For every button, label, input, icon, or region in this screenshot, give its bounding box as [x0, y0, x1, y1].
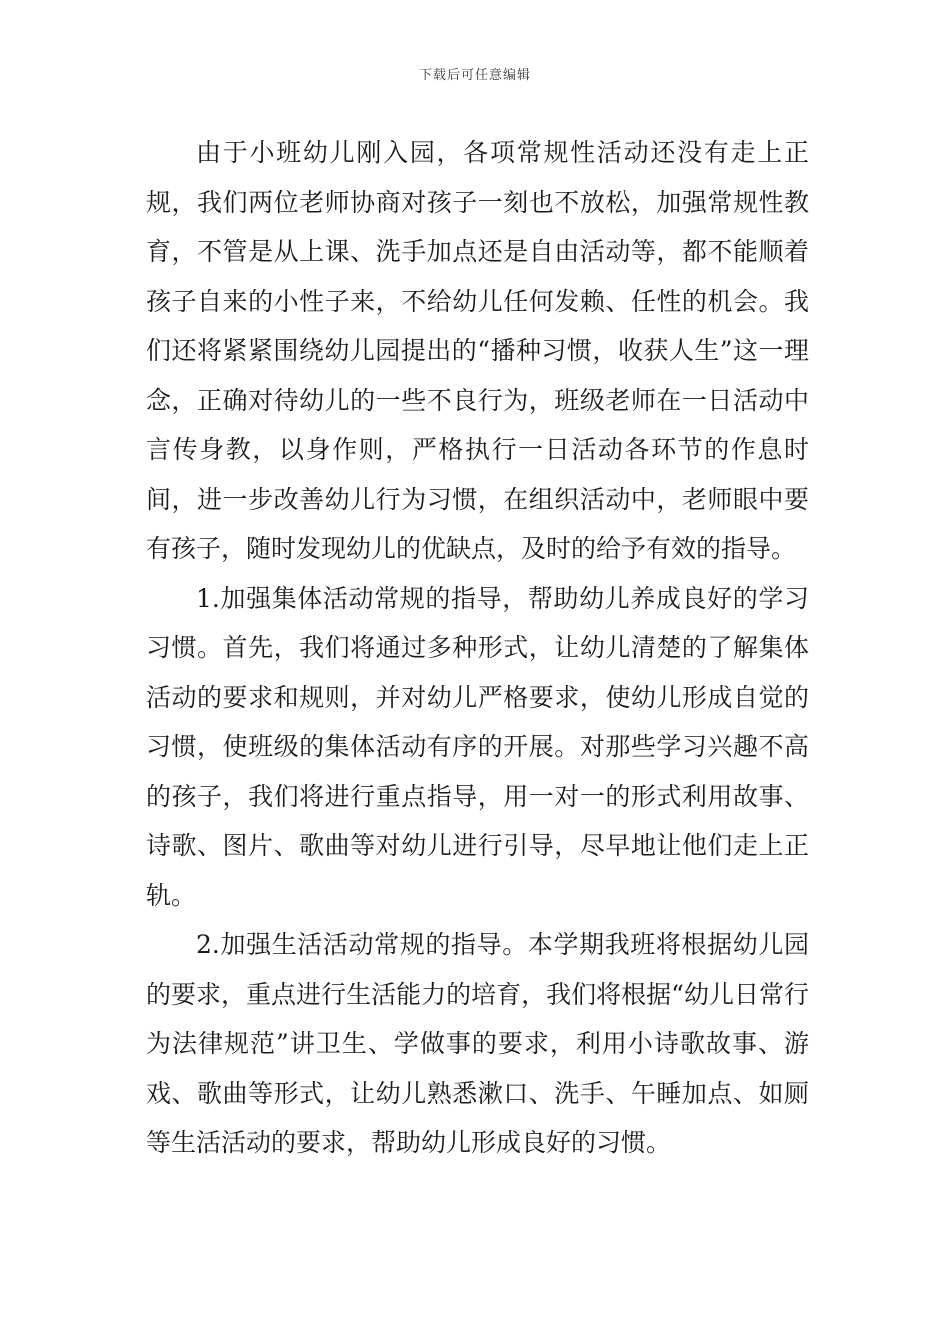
page-header: 下载后可任意编辑 [418, 68, 531, 83]
paragraph-intro: 由于小班幼儿刚入园，各项常规性活动还没有走上正规，我们两位老师协商对孩子一刻也不放松，加强常规性教育，不管是从上课、洗手加点还是自由活动等，都不能顺着孩子自来的小性子来，不给幼儿任何发赖、任性的机会。我们还将紧紧围绕幼儿园提出的“播种习惯，收获人生”这一理念，正确对待幼儿的一些不良行为，班级老师在一日活动中言传身教，以身作则，严格执行一日活动各环节的作息时间，进一步改善幼儿行为习惯，在组织活动中，老师眼中要有孩子，随时发现幼儿的优缺点，及时的给予有效的指导。 [146, 138, 809, 563]
paragraph-group-activity: 1.加强集体活动常规的指导，帮助幼儿养成良好的学习习惯。首先，我们将通过多种形式，让幼儿清楚的了解集体活动的要求和规则，并对幼儿严格要求，使幼儿形成自觉的习惯，使班级的集体活动有序的开展。对那些学习兴趣不高的孩子，我们将进行重点指导，用一对一的形式利用故事、诗歌、图片、歌曲等对幼儿进行引导，尽早地让他们走上正轨。 [146, 583, 809, 910]
document-body [146, 128, 809, 1168]
paragraph-daily-life: 2.加强生活活动常规的指导。本学期我班将根据幼儿园的要求，重点进行生活能力的培育，我们将根据“幼儿日常行为法律规范”讲卫生、学做事的要求，利用小诗歌故事、游戏、歌曲等形式，让幼儿熟悉漱口、洗手、午睡加点、如厕等生活活动的要求，帮助幼儿形成良好的习惯。 [146, 930, 809, 1157]
